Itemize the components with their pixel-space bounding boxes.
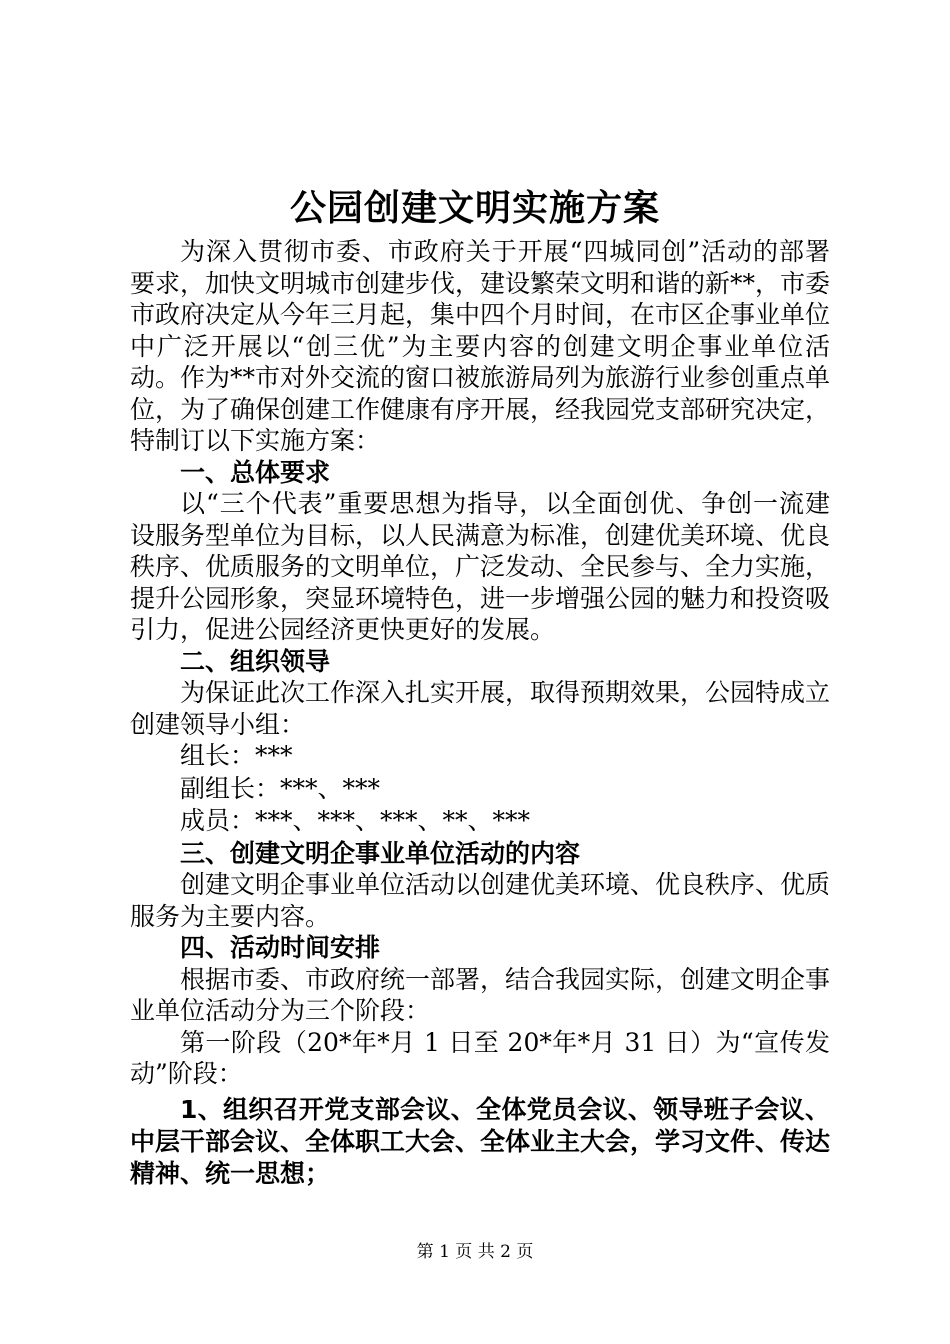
intro-paragraph: 为深入贯彻市委、市政府关于开展“四城同创”活动的部署要求，加快文明城市创建步伐，建设繁荣文明和谐的新**，市委市政府决定从今年三月起，集中四个月时间，在市区企事业单位中广泛开展以“创三优”为主要内容的创建文明企事业单位活动。作为**市对外交流的窗口被旅游局列为旅游行业参创重点单位，为了确保创建工作健康有序开展，经我园党支部研究决定，特制订以下实施方案：	[130, 237, 831, 455]
section-4-paragraph: 根据市委、市政府统一部署，结合我园实际，创建文明企事业单位活动分为三个阶段：	[130, 964, 831, 1025]
leader-line: 组长：***	[180, 741, 293, 770]
section-4-heading: 四、活动时间安排	[180, 933, 381, 962]
document-title: 公园创建文明实施方案	[289, 188, 660, 229]
document-body	[130, 236, 830, 1190]
section-1-heading: 一、总体要求	[180, 457, 331, 487]
phase-1-item-1: 1、组织召开党支部会议、全体党员会议、领导班子会议、中层干部会议、全体职工大会、全体业主大会，学习文件、传达精神、统一思想；	[130, 1094, 831, 1188]
members-line: 成员：***、***、***、**、***	[180, 806, 531, 835]
phase-1-paragraph: 第一阶段（20*年*月 1 日至 20*年*月 31 日）为“宣传发动”阶段：	[130, 1027, 830, 1088]
section-2-heading: 二、组织领导	[180, 646, 331, 676]
section-3-paragraph: 创建文明企事业单位活动以创建优美环境、优良秩序、优质服务为主要内容。	[130, 870, 831, 931]
section-1-paragraph: 以“三个代表”重要思想为指导，以全面创优、争创一流建设服务型单位为目标，以人民满意为标准，创建优美环境、优良秩序、优质服务的文明单位，广泛发动、全民参与、全力实施，提升公园形象，突显环境特色，进一步增强公园的魅力和投资吸引力，促进公园经济更快更好的发展。	[130, 489, 831, 644]
page-footer: 第 1 页 共 2 页	[416, 1242, 534, 1262]
deputy-leader-line: 副组长：***、***	[180, 773, 381, 803]
section-3-heading: 三、创建文明企事业单位活动的内容	[180, 838, 581, 868]
section-2-paragraph: 为保证此次工作深入扎实开展，取得预期效果，公园特成立创建领导小组：	[130, 678, 831, 739]
